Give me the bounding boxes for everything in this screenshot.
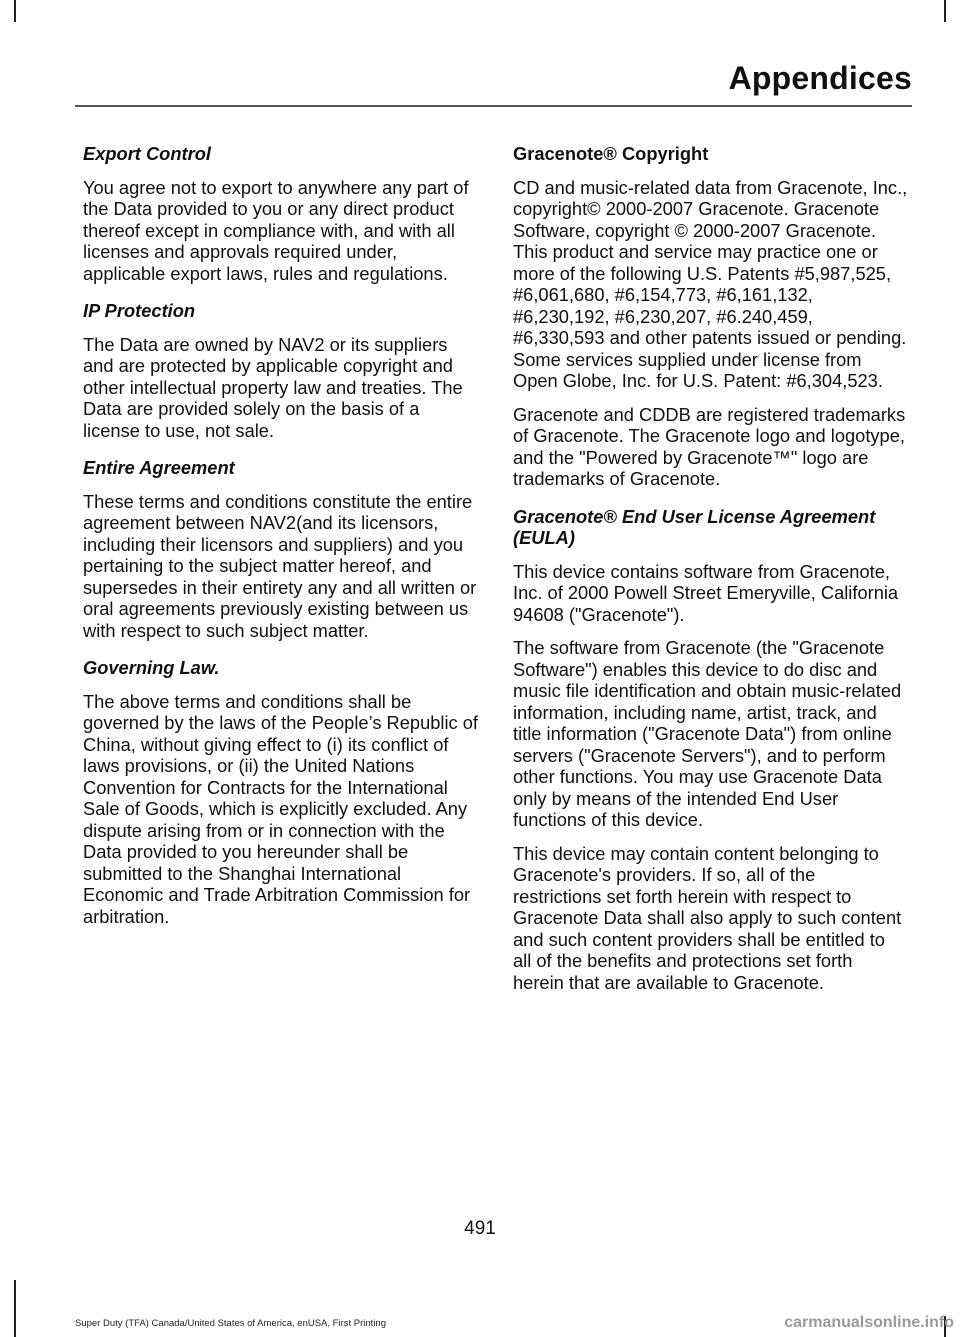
crop-mark-top-left <box>14 0 16 22</box>
section-entire-agreement <box>83 457 481 641</box>
section-heading: Gracenote® Copyright <box>513 143 709 164</box>
paragraph: This device may contain content belonging to Gracenote's providers. If so, all of the restrictions set forth herein with respect to Gracenote Data shall also apply to such content and such content providers shall be entitled to all of the benefits and protections set forth herein that are available to Gracenote. <box>513 842 902 993</box>
section-gracenote-eula <box>513 506 908 994</box>
paragraph: The software from Gracenote (the "Gracenote Software") enables this device to do disc and music file identification and obtain music-related information, including name, artist, track, and title information ("Gracenote Data") from online servers ("Gracenote Servers"), and to perform other functions. You may use Gracenote Data only by means of the intended End User functions of this device. <box>513 637 902 830</box>
paragraph: The Data are owned by NAV2 or its suppliers and are protected by applicable copyright and other intellectual property law and treaties. The Data are provided solely on the basis of a license to use, not sale. <box>83 333 463 441</box>
section-heading: Governing Law. <box>83 657 220 678</box>
section-heading: Export Control <box>83 143 211 164</box>
paragraph: The above terms and conditions shall be governed by the laws of the People’s Republic of China, without giving effect to (i) its conflict of laws provisions, or (ii) the United Nations Convention for Contracts for the International Sale of Goods, which is explicitly excluded. Any dispute arising from or in connection with the Data provided to you hereunder shall be submitted to the Shanghai International Economic and Trade Arbitration Commission for arbitration. <box>83 690 478 927</box>
paragraph: CD and music-related data from Gracenote, Inc., copyright© 2000-2007 Gracenote. Gracenote Software, copyright © 2000-2007 Gracenote. This product and service may practice one or more of the following U.S. Patents #5,987,525, #6,061,680, #6,154,773, #6,161,132, #6,230,192, #6,230,207, #6.240,459, #6,330,593 and other patents issued or pending. Some services supplied under license from Open Globe, Inc. for U.S. Patent: #6,304,523. <box>513 176 908 391</box>
section-export-control <box>83 143 481 284</box>
section-heading: IP Protection <box>83 300 196 321</box>
page-title: Appendices <box>728 60 912 96</box>
paragraph: These terms and conditions constitute the entire agreement between NAV2(and its licensors, including their licensors and suppliers) and you pertaining to the subject matter hereof, and supersedes in their entirety any and all written or oral agreements previously existing between us with respect to such subject matter. <box>83 490 477 641</box>
crop-mark-top-right <box>944 0 946 22</box>
watermark: carmanualsonline.info <box>784 1314 954 1331</box>
paragraph: This device contains software from Gracenote, Inc. of 2000 Powell Street Emeryville, California 94608 ("Gracenote"). <box>513 560 899 625</box>
section-governing-law <box>83 657 481 927</box>
paragraph: Gracenote and CDDB are registered trademarks of Gracenote. The Gracenote logo and logotype, and the "Powered by Gracenote™" logo are trademarks of Gracenote. <box>513 403 906 489</box>
crop-mark-bottom-left <box>14 1280 16 1337</box>
footer-text: Super Duty (TFA) Canada/United States of America, enUSA, First Printing <box>75 1318 386 1329</box>
left-column <box>83 143 481 943</box>
page-number: 491 <box>464 1218 496 1239</box>
section-heading: Gracenote® End User License Agreement (EULA) <box>513 505 876 548</box>
header-divider <box>75 105 912 107</box>
right-column <box>513 143 908 1009</box>
paragraph: You agree not to export to anywhere any part of the Data provided to you or any direct product thereof except in compliance with, and with all licenses and approvals required under, applicable export laws, rules and regulations. <box>83 176 469 284</box>
section-ip-protection <box>83 300 481 441</box>
section-gracenote-copyright <box>513 143 908 490</box>
section-heading: Entire Agreement <box>83 457 235 478</box>
